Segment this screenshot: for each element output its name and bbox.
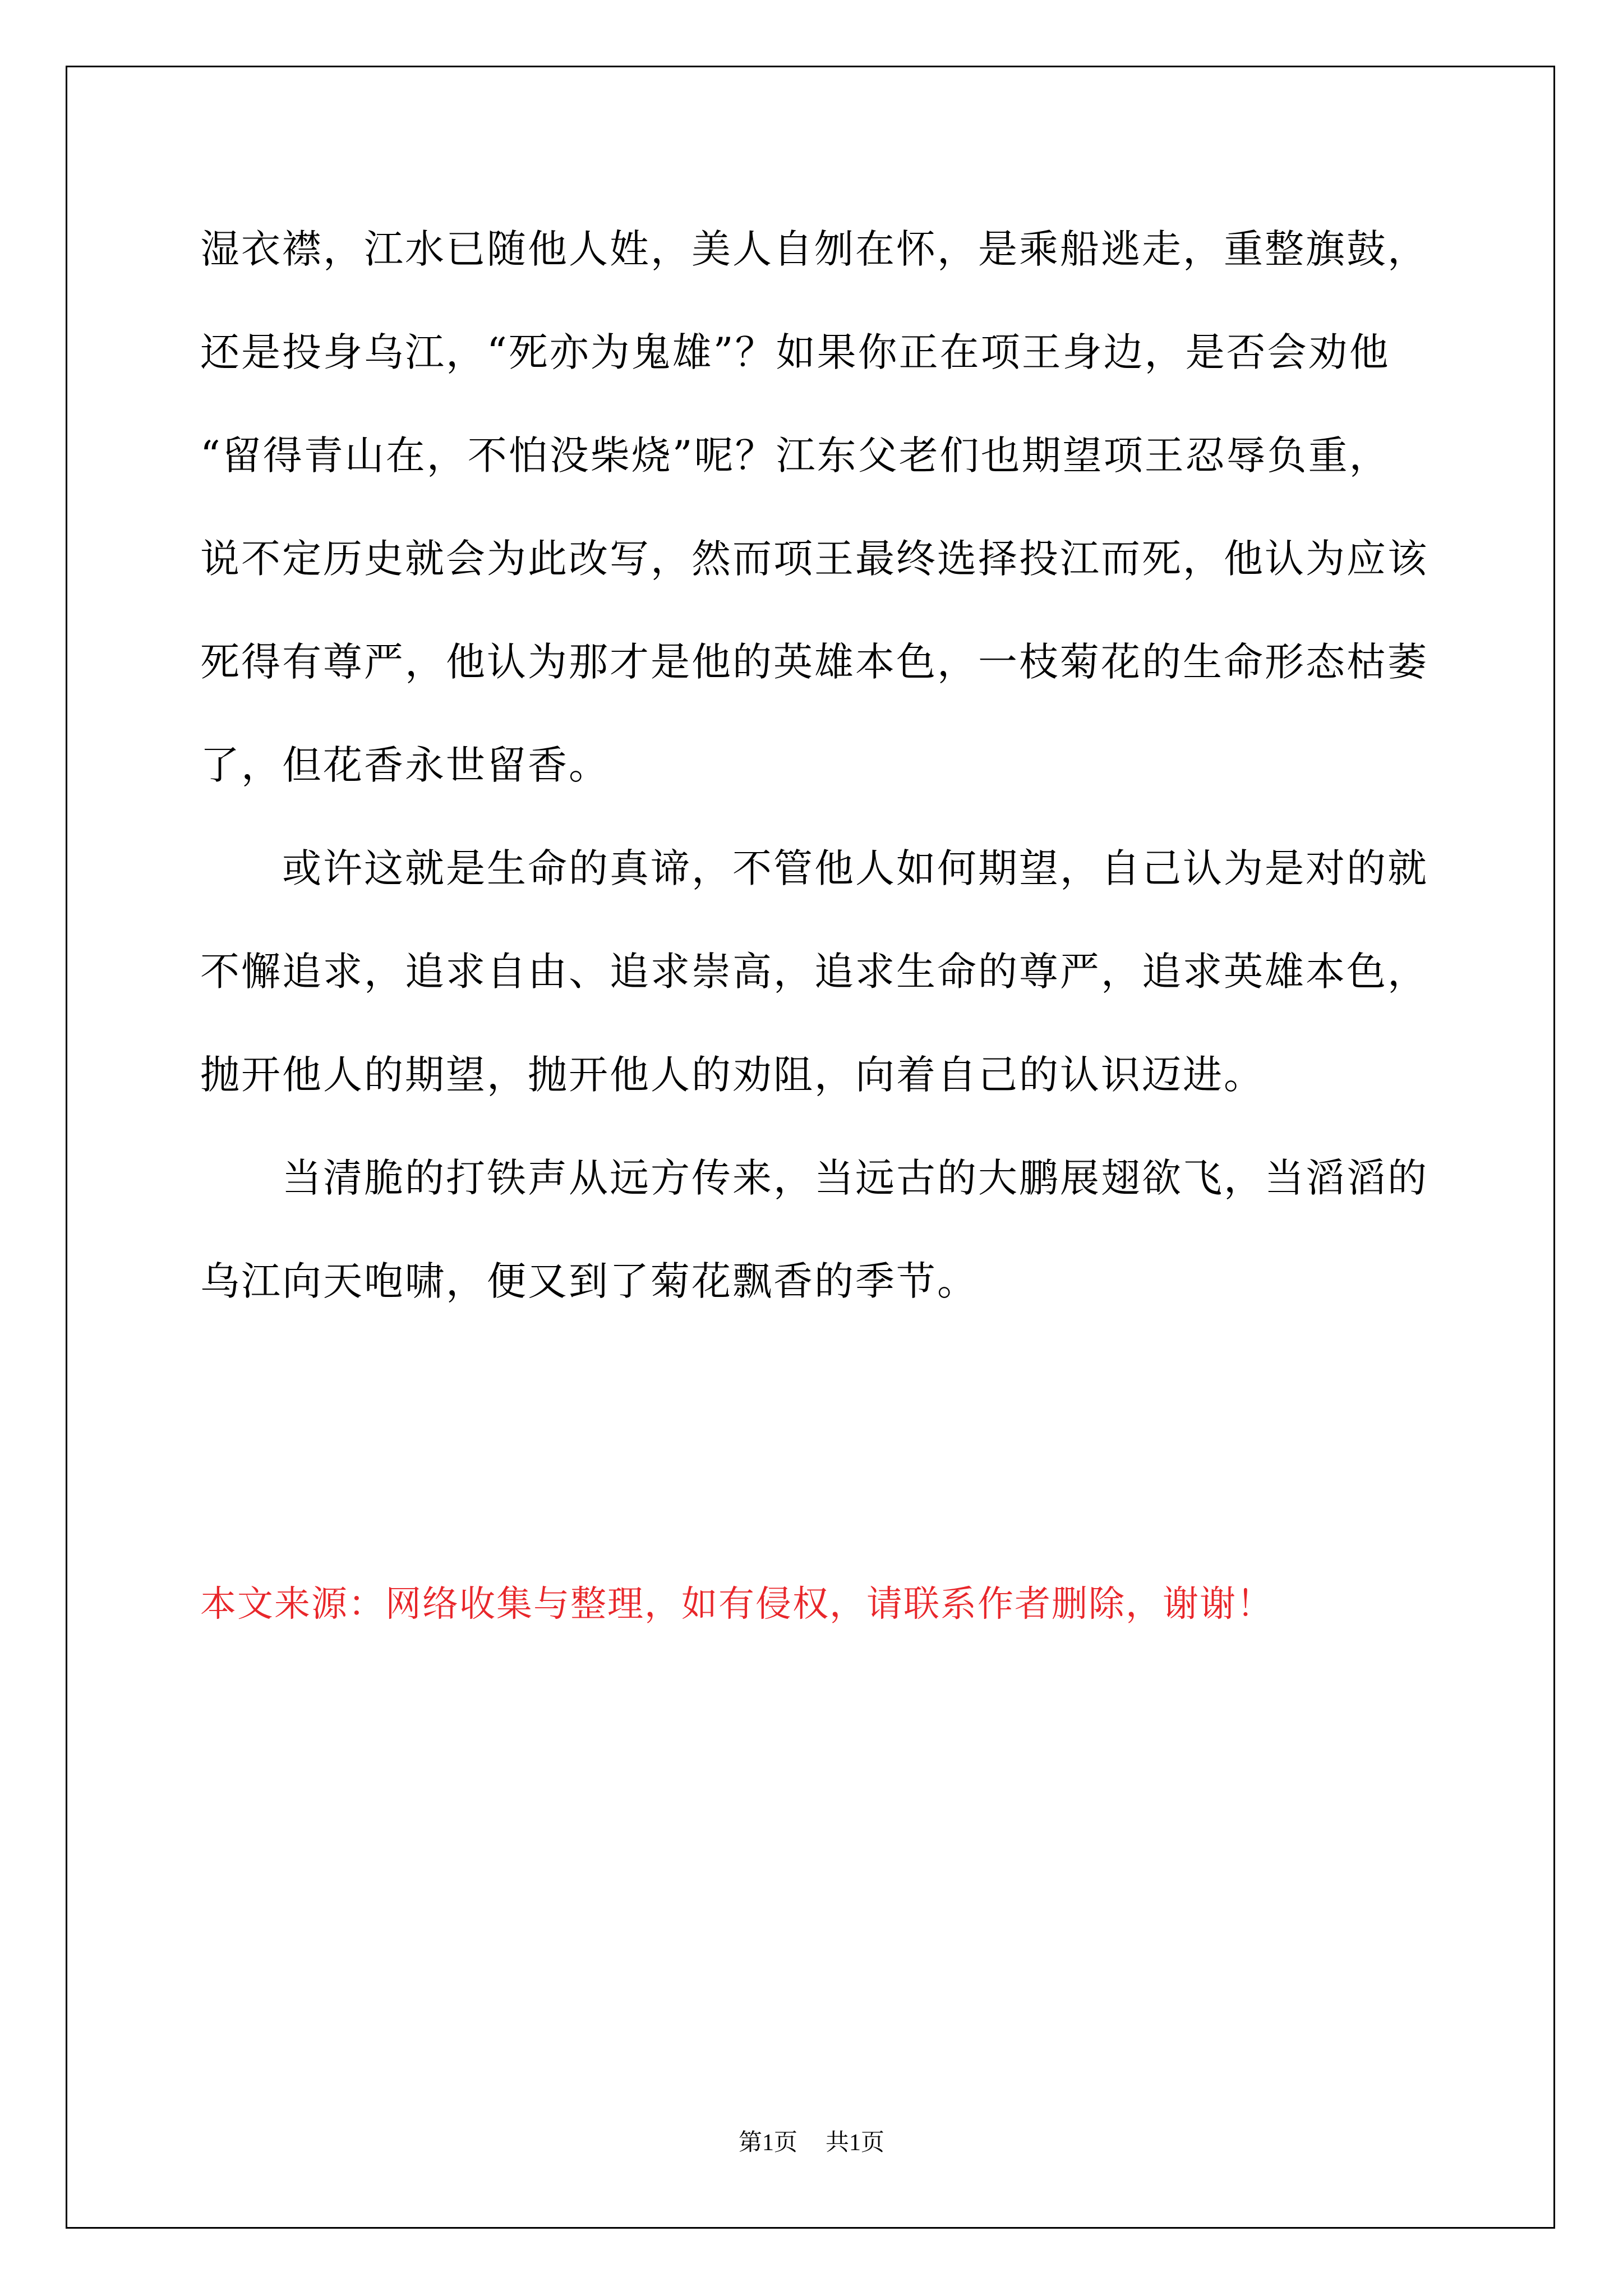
paragraph-2 xyxy=(200,817,1428,1126)
source-note: 本文来源：网络收集与整理，如有侵权，请联系作者删除，谢谢！ xyxy=(200,1584,1274,1625)
paragraph-line: 死得有尊严，他认为那才是他的英雄本色，一枝菊花的生命形态枯萎 xyxy=(200,639,1428,685)
body-text xyxy=(200,197,1428,1333)
paragraph-line: 了，但花香永世留香。 xyxy=(200,742,610,788)
paragraph-line: 不懈追求，追求自由、追求崇高，追求生命的尊严，追求英雄本色， xyxy=(200,949,1428,995)
paragraph-1 xyxy=(200,197,1428,817)
page-footer xyxy=(0,2126,1623,2160)
paragraph-line: 乌江向天咆啸，便又到了菊花飘香的季节。 xyxy=(200,1258,978,1304)
page-number: 第1页 xyxy=(738,2130,797,2156)
paragraph-line: 当清脆的打铁声从远方传来，当远古的大鹏展翅欲飞，当滔滔的 xyxy=(282,1155,1428,1201)
total-pages: 共1页 xyxy=(826,2130,885,2156)
paragraph-line: 抛开他人的期望，抛开他人的劝阻，向着自己的认识迈进。 xyxy=(200,1052,1265,1098)
paragraph-3 xyxy=(200,1126,1428,1333)
paragraph-line: “留得青山在，不怕没柴烧”呢？江东父老们也期望项王忍辱负重， xyxy=(200,432,1390,478)
paragraph-line: 说不定历史就会为此改写，然而项王最终选择投江而死，他认为应该 xyxy=(200,536,1428,582)
paragraph-line: 还是投身乌江，“死亦为鬼雄”？如果你正在项王身边，是否会劝他 xyxy=(200,329,1390,375)
paragraph-line: 或许这就是生命的真谛，不管他人如何期望，自己认为是对的就 xyxy=(282,845,1428,891)
paragraph-line: 湿衣襟，江水已随他人姓，美人自刎在怀，是乘船逃走，重整旗鼓， xyxy=(200,226,1428,272)
